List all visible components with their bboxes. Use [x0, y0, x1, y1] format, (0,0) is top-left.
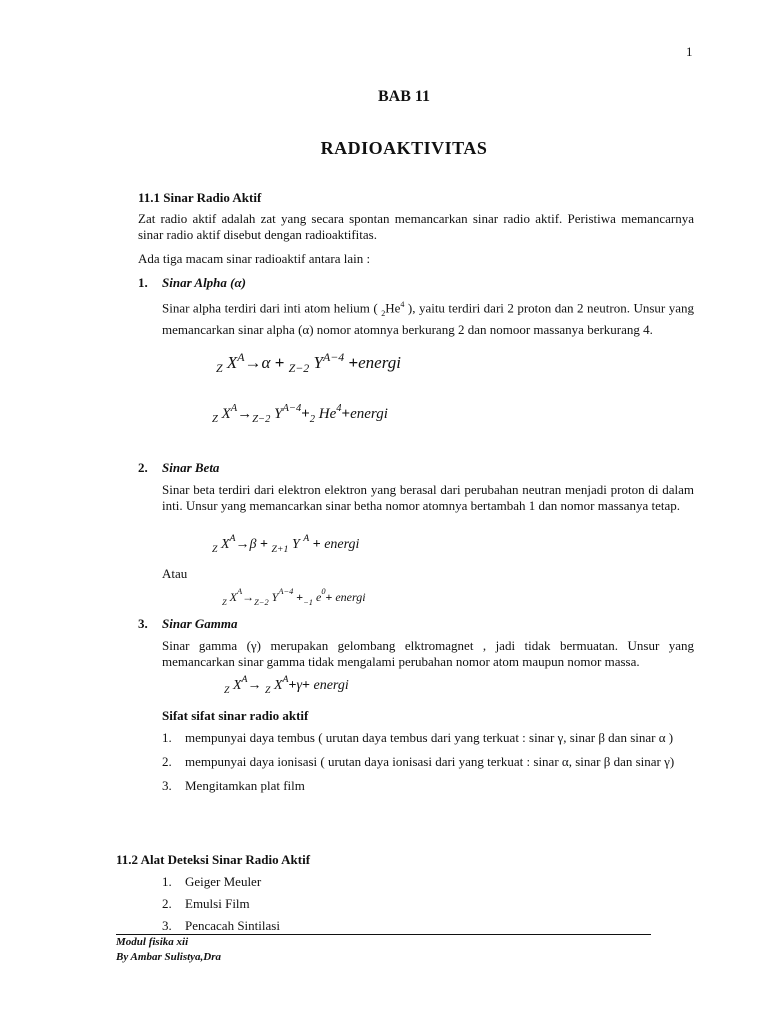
alpha-paragraph — [162, 297, 694, 338]
list-item: 2. mempunyai daya ionisasi ( urutan daya ionisasi dari yang terkuat : sinar α, sinar β dan sinar γ) — [162, 754, 675, 769]
he-sup: 4 — [400, 300, 405, 309]
gamma-equation: $_Z$ $X^A\to _Z$ $X^A+\gamma+$ energi — [224, 674, 349, 696]
page-title: RADIOAKTIVITAS — [320, 138, 488, 158]
page-number: 1 — [686, 44, 693, 59]
section-1-heading: 11.1 Sinar Radio Aktif — [138, 190, 262, 205]
gamma-heading — [138, 616, 238, 632]
beta-name: Sinar Beta — [162, 460, 220, 475]
atau-label: Atau — [162, 566, 188, 581]
footer-author: By Ambar Sulistya,Dra — [116, 951, 222, 963]
section-2-heading: 11.2 Alat Deteksi Sinar Radio Aktif — [116, 852, 311, 867]
he-symbol: He — [385, 300, 401, 316]
lead-sentence: Ada tiga macam sinar radioaktif antara lain : — [138, 251, 371, 266]
he-sub: 2 — [381, 308, 386, 318]
beta-number: 2. — [138, 460, 148, 475]
alpha-name: Sinar Alpha (α) — [162, 275, 247, 290]
properties-list — [162, 730, 694, 794]
alpha-equation-2: $_Z$ $X^A\to_{Z-2}$ $Y^{A-4}+_2$ $He^4+energi$ — [212, 403, 388, 425]
beta-equation-2: $_Z$ $X^A\to_{Z-2}$ $Y^{A-4} +_{-1}$ $e^0+$ energi — [222, 587, 366, 607]
list-item: 1. mempunyai daya tembus ( urutan daya tembus dari yang terkuat : sinar γ, sinar β dan sinar α ) — [162, 730, 674, 745]
properties-heading: Sifat sifat sinar radio aktif — [162, 708, 309, 723]
beta-heading — [138, 460, 219, 476]
alpha-text-a: Sinar alpha terdiri dari inti atom helium ( — [162, 300, 382, 316]
gamma-name: Sinar Gamma — [162, 616, 238, 631]
detectors-list — [162, 874, 694, 934]
beta-equation-1: $_Z$ $X^A\to\beta + _{Z+1}$ Y $^A$ + energi — [212, 533, 360, 555]
gamma-number: 3. — [138, 616, 148, 631]
list-item: 1. Geiger Meuler — [162, 874, 262, 889]
gamma-paragraph: Sinar gamma (γ) merupakan gelombang elktromagnet , jadi tidak bermuatan. Unsur yang memancarkan sinar gamma tidak mengalami perubahan nomor atom maupun nomor massa. — [162, 638, 694, 669]
alpha-text-b: ), yaitu terdiri dari 2 proton dan 2 neutron. Unsur yang memancarkan sinar alpha (α) nomor atomnya berkurang 2 dan nomoor massanya berkurang 4. — [162, 300, 694, 337]
footer-divider — [116, 934, 651, 935]
alpha-heading — [138, 275, 246, 291]
list-item: 3. Mengitamkan plat film — [162, 778, 305, 793]
footer-module: Modul fisika xii — [116, 936, 189, 948]
chapter-label: BAB 11 — [377, 88, 430, 105]
alpha-number: 1. — [138, 275, 148, 290]
intro-paragraph: Zat radio aktif adalah zat yang secara spontan memancarkan sinar radio aktif. Peristiwa memancarnya sinar radio aktif disebut dengan radioaktifitas. — [138, 211, 694, 242]
alpha-equation-1: $_Z$ $X^A\to\alpha + _{Z-2}$ $Y^{A-4}$ +energi — [216, 350, 401, 375]
beta-paragraph: Sinar beta terdiri dari elektron elektron yang berasal dari perubahan neutran menjadi proton di dalam inti. Unsur yang memancarkan sinar betha nomor atomnya bertambah 1 dan nomor massanya tetap. — [162, 482, 694, 513]
list-item: 3. Pencacah Sintilasi — [162, 918, 280, 933]
list-item: 2. Emulsi Film — [162, 896, 250, 911]
